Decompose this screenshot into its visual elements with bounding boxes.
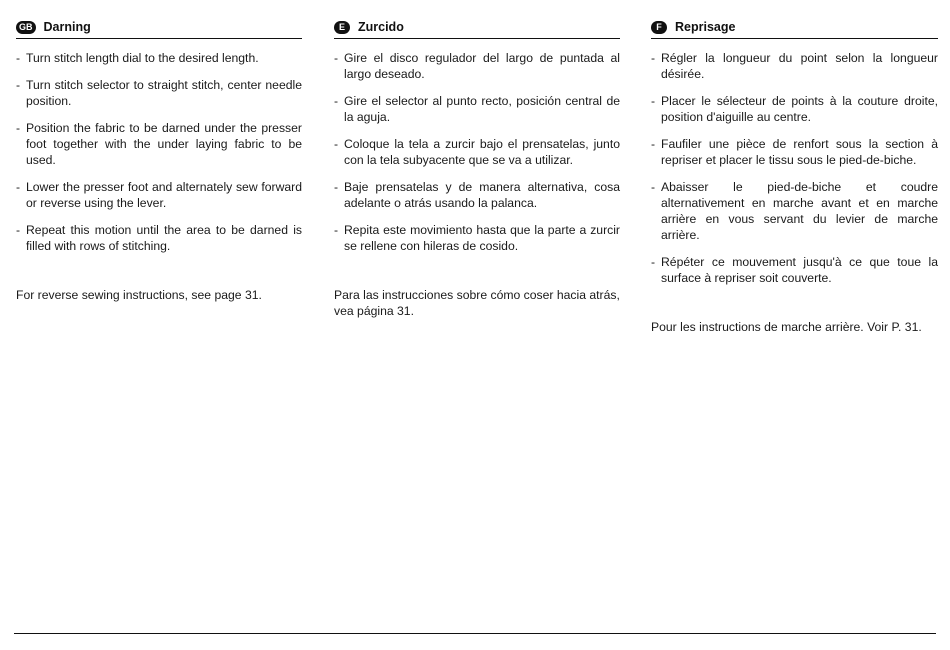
instruction-step: - Abaisser le pied-de-biche et coudre alternativement en marche avant et en marche arrière en vous servant du levier de marche arrière. xyxy=(651,180,938,242)
section-title: Reprisage xyxy=(675,20,736,34)
section-header xyxy=(651,18,938,39)
section-header xyxy=(16,18,302,39)
instruction-list xyxy=(334,50,620,254)
instruction-list xyxy=(16,50,302,254)
reverse-sewing-note: For reverse sewing instructions, see page 31. xyxy=(16,288,262,302)
section-title: Zurcido xyxy=(358,20,404,34)
instruction-step: - Régler la longueur du point selon la longueur désirée. xyxy=(651,51,938,81)
instruction-step: - Repeat this motion until the area to be darned is filled with rows of stitching. xyxy=(16,223,302,253)
section-french xyxy=(651,18,938,335)
section-spanish xyxy=(334,18,620,319)
instruction-step: - Turn stitch length dial to the desired length. xyxy=(16,51,259,65)
language-badge: E xyxy=(334,21,350,34)
section-header xyxy=(334,18,620,39)
instruction-step: - Lower the presser foot and alternately sew forward or reverse using the lever. xyxy=(16,180,302,210)
language-badge: GB xyxy=(16,21,36,34)
instruction-step: - Turn stitch selector to straight stitch, center needle position. xyxy=(16,78,302,108)
section-english xyxy=(16,18,302,303)
instruction-step: - Baje prensatelas y de manera alternativa, cosa adelante o atrás usando la palanca. xyxy=(334,180,620,210)
instruction-step: - Repita este movimiento hasta que la parte a zurcir se rellene con hileras de cosido. xyxy=(334,223,620,253)
page-footer-rule xyxy=(14,633,936,634)
section-title: Darning xyxy=(43,20,91,34)
instruction-step: - Gire el selector al punto recto, posición central de la aguja. xyxy=(334,94,620,124)
instruction-step: - Coloque la tela a zurcir bajo el prensatelas, junto con la tela subyacente que se va a utilizar. xyxy=(334,137,620,167)
instruction-step: - Position the fabric to be darned under the presser foot together with the under laying fabric to be used. xyxy=(16,121,302,167)
instruction-step: - Gire el disco regulador del largo de puntada al largo deseado. xyxy=(334,51,620,81)
instruction-step: - Placer le sélecteur de points à la couture droite, position d'aiguille au centre. xyxy=(651,94,938,124)
reverse-sewing-note: Pour les instructions de marche arrière. Voir P. 31. xyxy=(651,320,922,334)
instruction-step: - Répéter ce mouvement jusqu'à ce que toue la surface à repriser soit couverte. xyxy=(651,255,938,285)
reverse-sewing-note: Para las instrucciones sobre cómo coser hacia atrás, vea página 31. xyxy=(334,288,620,318)
language-badge: F xyxy=(651,21,667,34)
instruction-step: - Faufiler une pièce de renfort sous la section à repriser et placer le tissu sous le pied-de-biche. xyxy=(651,137,938,167)
instruction-list xyxy=(651,50,938,286)
